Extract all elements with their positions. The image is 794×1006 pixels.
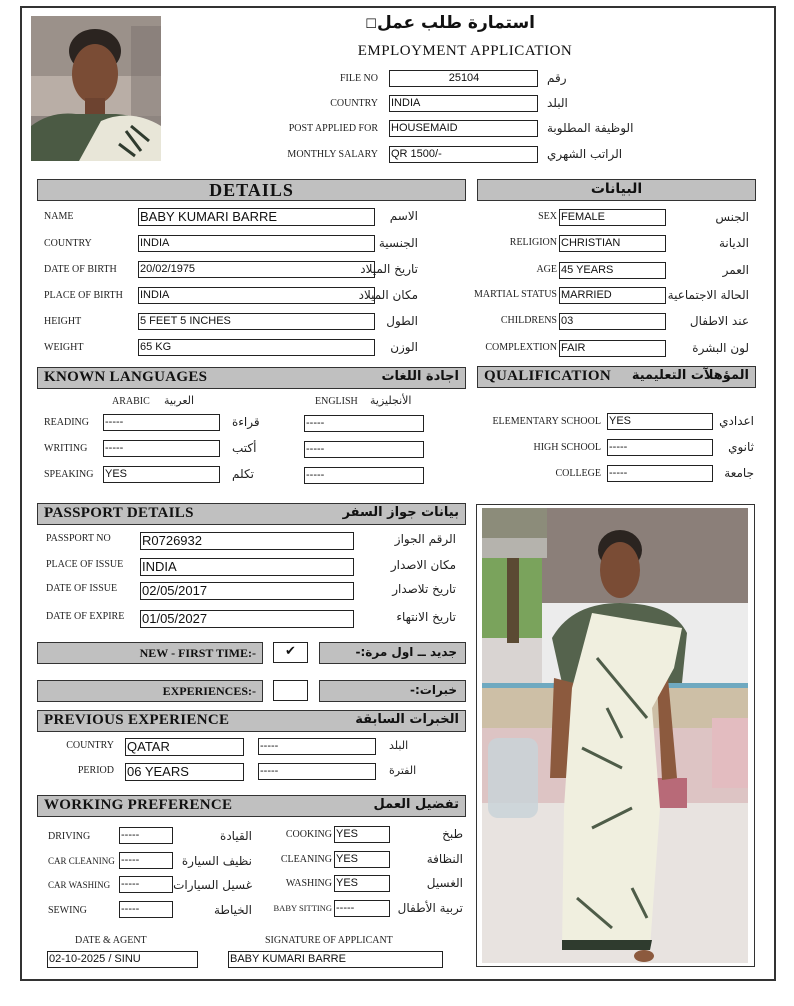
english-column-label: ENGLISH [315,396,358,407]
arabic-skill-field[interactable]: ----- [103,414,220,431]
qualification-title: QUALIFICATION [484,368,611,384]
passport-label-ar: تاريخ الانتهاء [396,610,456,624]
portrait-photo [31,16,161,161]
previous-experience-label: COUNTRY [66,740,114,751]
detail-field[interactable]: CHRISTIAN [559,235,666,252]
header-field-label: COUNTRY [330,98,378,109]
passport-header [37,503,466,525]
detail-label: HEIGHT [44,316,82,327]
header-field-label-ar: رقم [547,71,567,85]
new-first-time-bar-arabic [319,642,466,664]
english-skill-field[interactable]: ----- [304,415,424,432]
detail-field[interactable]: BABY KUMARI BARRE [138,208,375,226]
passport-label-ar: الرقم الجواز [394,532,456,546]
passport-label: PLACE OF ISSUE [46,559,124,570]
detail-label: COUNTRY [44,238,92,249]
work-preference-label: SEWING [48,905,87,916]
previous-experience-label-ar: الفترة [389,764,417,777]
experiences-checkbox[interactable] [273,680,308,701]
detail-label: RELIGION [509,237,557,248]
header-field-label: MONTHLY SALARY [287,149,378,160]
details-title-arabic: البيانات [590,181,643,197]
qualification-field[interactable]: ----- [607,465,713,482]
detail-field[interactable]: 45 YEARS [559,262,666,279]
work-preference-field[interactable]: ----- [119,852,173,869]
work-preference-label: WASHING [285,878,332,889]
details-title: DETAILS [209,180,294,200]
work-preference-field[interactable]: YES [334,875,390,892]
detail-field[interactable]: 65 KG [138,339,375,356]
detail-field[interactable]: 20/02/1975 [138,261,375,278]
detail-label-ar: الحالة الاجتماعية [667,288,749,302]
header-field-label-ar: الراتب الشهري [547,147,623,161]
passport-label: DATE OF EXPIRE [46,611,125,622]
header-field-label: FILE NO [339,73,378,84]
detail-label-ar: لون البشرة [692,341,749,355]
languages-title-arabic: اجادة اللغات [381,369,459,384]
work-preference-label-ar: نظيف السيارة [181,854,252,868]
languages-header [37,367,466,389]
english-skill-field[interactable]: ----- [304,467,424,484]
passport-field[interactable]: 01/05/2027 [140,610,354,628]
work-preference-field[interactable]: YES [334,826,390,843]
language-skill-label-ar: تكلم [232,467,254,481]
work-preference-label: BABY SITTING [273,903,332,913]
language-skill-label: WRITING [44,443,88,454]
passport-field[interactable]: 02/05/2017 [140,582,354,600]
detail-field[interactable]: 5 FEET 5 INCHES [138,313,375,330]
work-preference-label: DRIVING [48,831,91,842]
passport-label: PASSPORT NO [46,533,111,544]
header-field-label-ar: البلد [547,96,568,110]
work-preference-label-ar: طبخ [442,827,463,841]
working-preference-header [37,795,466,817]
detail-label: DATE OF BIRTH [44,264,117,275]
arabic-column-label-ar: العربية [164,394,195,407]
arabic-skill-field[interactable]: YES [103,466,220,483]
work-preference-label-ar: النظافة [426,852,463,866]
passport-label-ar: تاريخ تلاصدار [392,582,456,596]
new-first-time-bar [37,642,263,664]
previous-experience-field[interactable]: 06 YEARS [125,763,244,781]
detail-label: MARTIAL STATUS [474,289,557,300]
working-preference-title: WORKING PREFERENCE [44,797,233,813]
qualification-label-ar: جامعة [724,466,754,480]
new-first-time-checkbox[interactable] [273,642,308,663]
previous-experience-header [37,710,466,732]
signature-label: SIGNATURE OF APPLICANT [265,935,393,946]
previous-experience-label: PERIOD [77,765,114,776]
qualification-label-ar: ثانوي [728,440,754,454]
working-preference-title-arabic: تفضيل العمل [373,797,459,812]
passport-field[interactable]: INDIA [140,558,354,576]
work-preference-label-ar: القيادة [220,829,252,843]
detail-label: NAME [44,211,74,222]
work-preference-label: CAR CLEANING [48,856,115,866]
detail-field[interactable]: FAIR [559,340,666,357]
work-preference-label: CAR WASHING [48,880,111,890]
passport-label: DATE OF ISSUE [46,583,118,594]
detail-field[interactable]: 03 [559,313,666,330]
qualification-field[interactable]: YES [607,413,713,430]
passport-label-ar: مكان الاصدار [390,558,456,572]
work-preference-label-ar: الغسيل [426,876,463,890]
languages-title: KNOWN LANGUAGES [44,369,208,385]
passport-title-arabic: بيانات جواز السفر [342,505,459,520]
qualification-header [477,366,756,388]
work-preference-field[interactable]: ----- [334,900,390,917]
header-field-input[interactable]: HOUSEMAID [389,120,538,137]
detail-label: AGE [536,264,557,275]
detail-label: COMPLEXTION [485,342,557,353]
checkbox-glyph-icon: ☐ [365,17,377,32]
previous-experience-field-2[interactable]: ----- [258,763,376,780]
detail-label-ar: الاسم [389,209,418,223]
work-preference-label-ar: غسيل السيارات [173,878,252,892]
new-first-time-label: NEW - FIRST TIME:- [139,646,256,660]
qualification-field[interactable]: ----- [607,439,713,456]
experiences-label: EXPERIENCES:- [162,684,256,698]
detail-label-ar: الديانة [718,236,749,250]
detail-label-ar: العمر [722,263,749,277]
new-first-time-label-arabic: جديد ــ اول مرة:- [355,645,457,659]
language-skill-label: READING [44,417,89,428]
english-column-label-ar: الأنجليزية [370,394,412,407]
detail-label-ar: عند الاطفال [689,314,749,328]
language-skill-label: SPEAKING [44,469,94,480]
work-preference-label-ar: تربية الأطفال [397,901,463,915]
detail-label: SEX [538,211,557,222]
work-preference-field[interactable]: ----- [119,827,173,844]
title-arabic: استمارة طلب عمل☐ [365,13,535,33]
signature-field[interactable]: BABY KUMARI BARRE [228,951,443,968]
detail-label: CHILDRENS [500,315,557,326]
work-preference-field[interactable]: YES [334,851,390,868]
header-field-label: POST APPLIED FOR [288,123,378,134]
detail-label: PLACE OF BIRTH [44,290,123,301]
previous-experience-field-2[interactable]: ----- [258,738,376,755]
qualification-label-ar: اعدادي [719,414,754,428]
header-field-input[interactable]: 25104 [389,70,538,87]
previous-experience-title-arabic: الخبرات السابقة [355,712,459,727]
full-body-photo [482,508,748,963]
work-preference-field[interactable]: ----- [119,901,173,918]
work-preference-label: COOKING [285,829,332,840]
experiences-bar-arabic [319,680,466,702]
checkmark-icon: ✔ [285,644,296,659]
header-field-input[interactable]: INDIA [389,95,538,112]
english-skill-field[interactable]: ----- [304,441,424,458]
details-header-arabic [477,179,756,201]
qualification-label: COLLEGE [555,468,601,479]
language-skill-label-ar: أكتب [232,441,257,455]
passport-field[interactable]: R0726932 [140,532,354,550]
details-header [37,179,466,201]
detail-label-ar: مكان الميلاد [358,288,418,302]
detail-label-ar: الطول [386,314,418,328]
detail-label-ar: الجنسية [378,236,418,250]
header-field-input[interactable]: QR 1500/- [389,146,538,163]
date-agent-field[interactable]: 02-10-2025 / SINU [47,951,198,968]
previous-experience-label-ar: البلد [389,739,409,752]
experiences-bar [37,680,263,702]
experiences-label-arabic: خبرات:- [410,683,457,697]
header-field-label-ar: الوظيفة المطلوبة [547,121,634,135]
work-preference-field[interactable]: ----- [119,876,173,893]
qualification-label: ELEMENTARY SCHOOL [492,416,601,427]
detail-field[interactable]: MARRIED [559,287,666,304]
arabic-skill-field[interactable]: ----- [103,440,220,457]
qualification-label: HIGH SCHOOL [533,442,601,453]
language-skill-label-ar: قراءة [232,415,260,429]
detail-label: WEIGHT [44,342,84,353]
passport-title: PASSPORT DETAILS [44,505,194,521]
work-preference-label: CLEANING [280,854,332,865]
detail-label-ar: الجنس [715,210,749,224]
arabic-column-label: ARABIC [112,396,150,407]
qualification-title-arabic: المؤهلآت التعليمية [631,368,749,383]
work-preference-label-ar: الخياطة [214,903,252,917]
detail-label-ar: تاريخ الميلاد [360,262,418,276]
detail-field[interactable]: FEMALE [559,209,666,226]
detail-field[interactable]: INDIA [138,287,375,304]
previous-experience-field[interactable]: QATAR [125,738,244,756]
detail-field[interactable]: INDIA [138,235,375,252]
detail-label-ar: الوزن [390,340,418,354]
previous-experience-title: PREVIOUS EXPERIENCE [44,712,230,728]
title-english: EMPLOYMENT APPLICATION [357,43,573,59]
date-agent-label: DATE & AGENT [75,935,147,946]
